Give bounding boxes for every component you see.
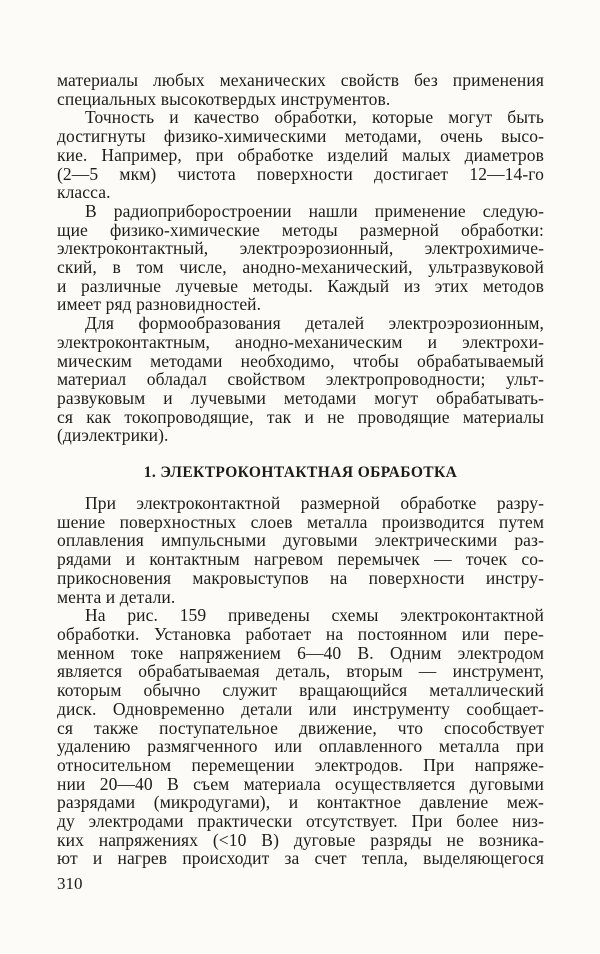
text-line: ют и нагрев происходит за счет тепла, выделяющегося — [57, 848, 544, 869]
text-line: При электроконтактной размерной обработке разру- — [85, 493, 544, 514]
text-line: рядами и контактным нагревом перемычек — точек со- — [57, 549, 544, 570]
text-line: прикосновения макровыступов на поверхности инстру- — [57, 567, 544, 588]
text-line: кие. Например, при обработке изделий малых диаметров — [57, 144, 544, 165]
text-line: Точность и качество обработки, которые могут быть — [85, 107, 544, 128]
text-line: ду электродами практически отсутствует. При более низ- — [57, 811, 544, 832]
text-line: мическим методами необходимо, чтобы обрабатываемый — [57, 350, 544, 371]
text-line: обработки. Установка работает на постоянном или пере- — [57, 623, 544, 644]
text-line: ский, в том числе, анодно-механический, ультразвуковой — [57, 257, 544, 278]
text-line: (2—5 мкм) чистота поверхности достигает 12—14-го — [57, 163, 544, 184]
text-line: В радиоприборостроении нашли применение следую- — [85, 200, 544, 221]
text-line: шение поверхностных слоев металла производится путем — [57, 511, 544, 532]
paragraph — [57, 606, 544, 868]
text-line: оплавления импульсными дуговыми электрическими раз- — [57, 530, 544, 551]
paragraph — [57, 314, 544, 445]
text-line: достигнуты физико-химическими методами, очень высо- — [57, 126, 544, 147]
text-line: электроконтактным, анодно-механическим и электрохи- — [57, 331, 544, 352]
text-line: ких напряжениях (<10 В) дуговые разряды не возника- — [57, 829, 544, 850]
text-block — [57, 71, 544, 868]
text-line: менном токе напряжением 6—40 В. Одним электродом — [57, 642, 544, 663]
text-line: диск. Одновременно детали или инструменту сообщает- — [57, 698, 544, 719]
text-line: На рис. 159 приведены схемы электроконтактной — [85, 605, 544, 626]
text-line: нии 20—40 В съем материала осуществляется дуговыми — [57, 773, 544, 794]
text-line: и различные лучевые методы. Каждый из этих методов — [57, 275, 544, 296]
text-line: специальных высокотвердых инструментов. — [57, 88, 391, 109]
text-line: которым обычно служит вращающийся металлический — [57, 680, 544, 701]
text-line: является обрабатываемая деталь, вторым — инструмент, — [57, 661, 544, 682]
paragraph — [57, 202, 544, 314]
text-line: мента и детали. — [57, 586, 176, 607]
text-line: разрядами (микродугами), и контактное давление меж- — [57, 792, 544, 813]
page-number: 310 — [57, 874, 83, 893]
text-line: (диэлектрики). — [57, 425, 169, 446]
text-line: электроконтактный, электроэрозионный, электрохимиче- — [57, 238, 544, 259]
text-line: материалы любых механических свойств без применения — [57, 70, 544, 90]
text-line: развуковым и лучевыми методами могут обрабатывать- — [57, 387, 544, 408]
text-line: класса. — [57, 182, 111, 203]
section-heading: 1. ЭЛЕКТРОКОНТАКТНАЯ ОБРАБОТКА — [143, 464, 458, 482]
text-line: материал обладал свойством электропроводности; ульт- — [57, 369, 544, 390]
text-line: Для формообразования деталей электроэрозионным, — [85, 313, 544, 334]
text-line: щие физико-химические методы размерной обработки: — [57, 219, 544, 240]
text-line: ся также поступательное движение, что способствует — [57, 717, 544, 738]
paragraph — [57, 494, 544, 606]
text-line: относительном перемещении электродов. При напряже- — [57, 754, 544, 775]
paragraph — [57, 108, 544, 202]
text-line: имеет ряд разновидностей. — [57, 294, 262, 315]
text-line: удалению размягченного или оплавленного металла при — [57, 736, 544, 757]
text-line: ся как токопроводящие, так и не проводящие материалы — [57, 406, 544, 427]
paragraph — [57, 71, 544, 108]
